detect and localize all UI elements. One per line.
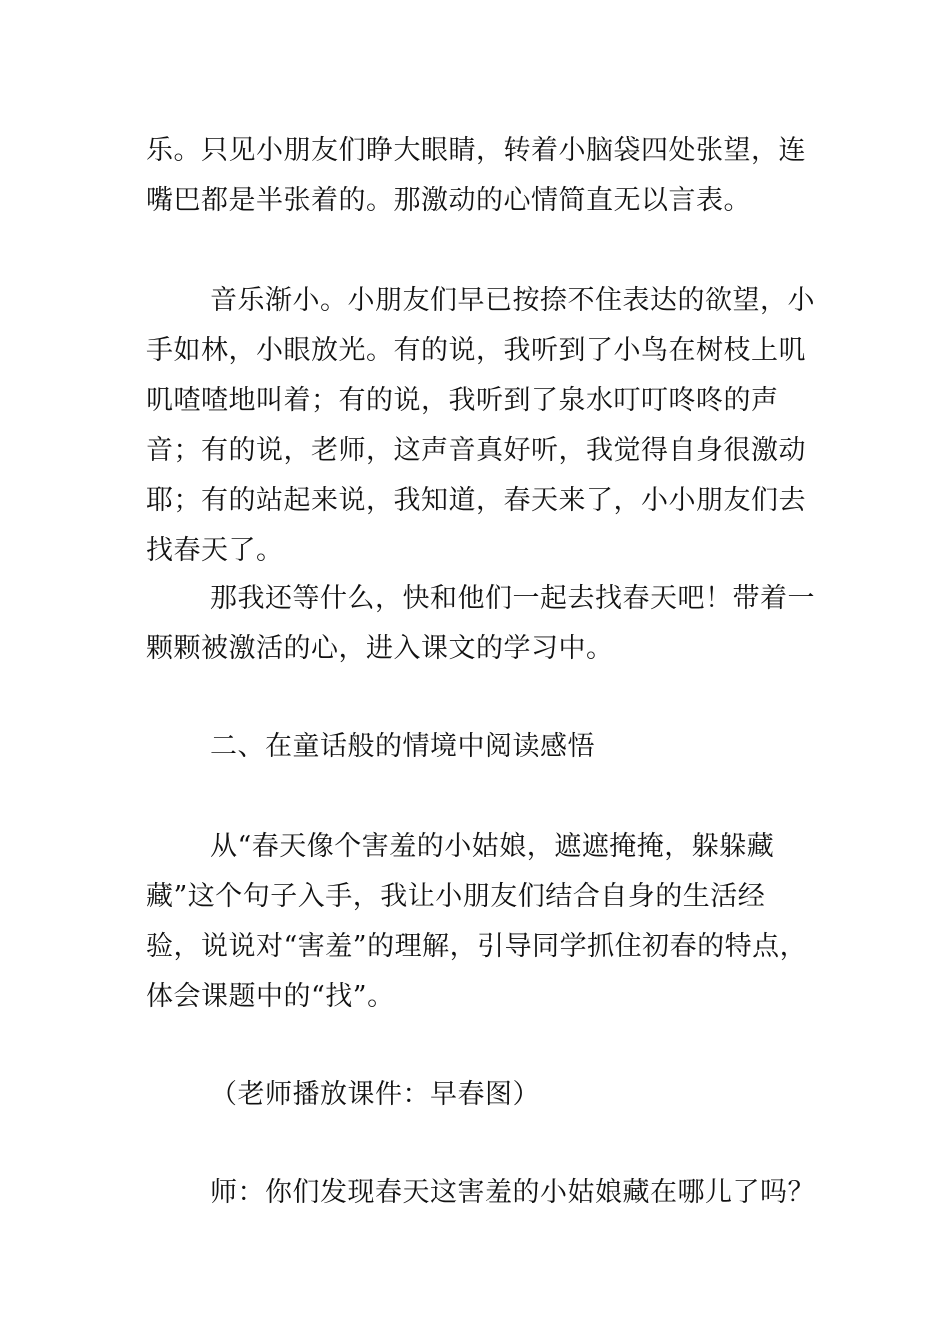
paragraph-courseware-note: （老师播放课件：早春图） (210, 1079, 540, 1110)
section-heading: 二、在童话般的情境中阅读感悟 (210, 731, 595, 762)
paragraph-find-spring: 那我还等什么，快和他们一起去找春天吧！带着一颗颗被激活的心，进入课文的学习中。 (146, 583, 815, 664)
paragraph-continuation: 乐。只见小朋友们睁大眼睛，转着小脑袋四处张望，连嘴巴都是半张着的。那激动的心情简直无以言表。 (146, 135, 806, 216)
paragraph-teacher-question: 师：你们发现春天这害羞的小姑娘藏在哪儿了吗？ (210, 1177, 815, 1208)
paragraph-shy-girl: 从“春天像个害羞的小姑娘，遮遮掩掩，躲躲藏藏”这个句子入手，我让小朋友们结合自身的生活经验，说说对“害羞”的理解，引导同学抓住初春的特点，体会课题中的“找”。 (146, 831, 808, 1012)
paragraph-music-fades: 音乐渐小。小朋友们早已按捺不住表达的欲望，小手如林，小眼放光。有的说，我听到了小鸟在树枝上叽叽喳喳地叫着；有的说，我听到了泉水叮叮咚咚的声音；有的说，老师，这声音真好听，我觉得自身很激动耶；有的站起来说，我知道，春天来了，小小朋友们去找春天了。 (146, 285, 815, 566)
